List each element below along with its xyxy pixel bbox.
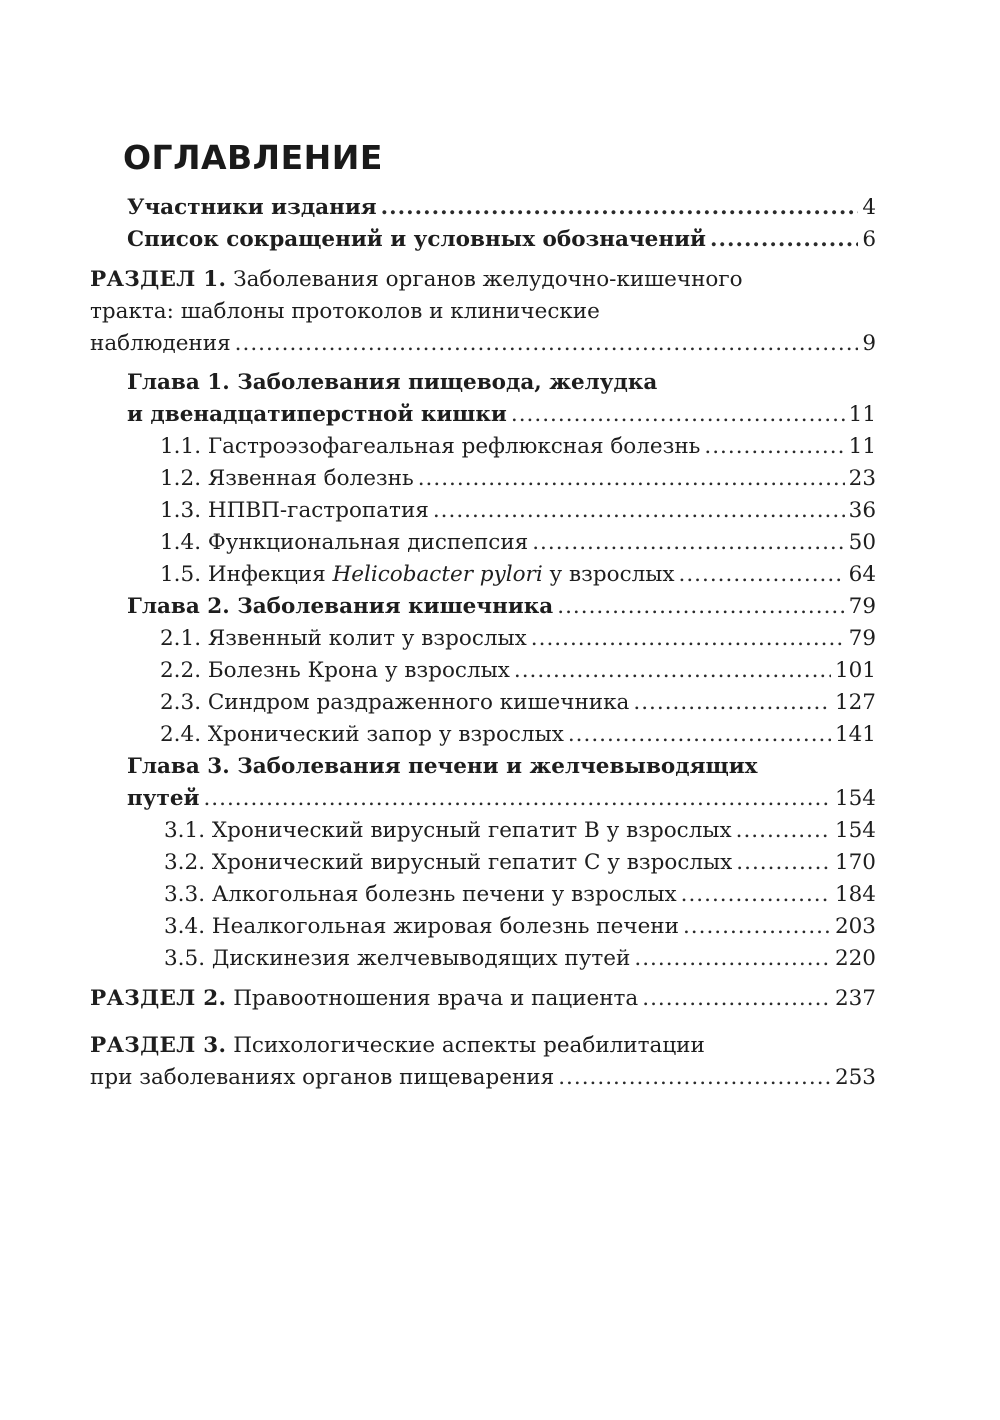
dot-leader — [511, 399, 845, 431]
section1-heading-line1[interactable] — [90, 264, 743, 296]
entry-page: 253 — [834, 1065, 876, 1090]
section1-title-line2: тракта: шаблоны протоколов и клинические — [90, 299, 600, 324]
entry-label: 2.4. Хронический запор у взрослых — [160, 722, 564, 747]
dot-leader — [514, 655, 831, 687]
toc-entry-section3[interactable] — [90, 1062, 876, 1094]
dot-leader — [633, 687, 831, 719]
entry-page: 101 — [834, 658, 876, 683]
toc-entry-chapter2[interactable] — [127, 591, 876, 623]
entry-page: 11 — [848, 402, 876, 427]
chapter1-title-line1: Глава 1. Заболевания пищевода, желудка — [127, 370, 658, 395]
dot-leader — [704, 431, 844, 463]
entry-label: 3.1. Хронический вирусный гепатит В у взрослых — [164, 818, 732, 843]
section1-title-line3: наблюдения — [90, 331, 231, 356]
entry-page: 154 — [834, 786, 876, 811]
toc-entry-1-4[interactable] — [160, 527, 876, 559]
entry-page: 184 — [834, 882, 876, 907]
dot-leader — [557, 591, 844, 623]
entry-label: 1.1. Гастроэзофагеальная рефлюксная болезнь — [160, 434, 701, 459]
entry-label: Список сокращений и условных обозначений — [127, 227, 706, 252]
entry-page: 237 — [834, 986, 876, 1011]
entry-page: 11 — [848, 434, 876, 459]
toc-entry-2-4[interactable] — [160, 719, 876, 751]
entry-label: 1.4. Функциональная диспепсия — [160, 530, 529, 555]
dot-leader — [433, 495, 845, 527]
dot-leader — [235, 328, 859, 360]
entry-label: 1.3. НПВП-гастропатия — [160, 498, 429, 523]
chapter2-title: Глава 2. Заболевания кишечника — [127, 594, 554, 619]
toc-entry-2-1[interactable] — [160, 623, 876, 655]
entry-page: 50 — [848, 530, 876, 555]
chapter3-title-line2: путей — [127, 786, 200, 811]
dot-leader — [683, 911, 831, 943]
entry-page: 79 — [848, 594, 876, 619]
dot-leader — [736, 815, 831, 847]
entry-page: 220 — [834, 946, 876, 971]
entry-page: 9 — [862, 331, 876, 356]
section2-title: Правоотношения врача и пациента — [233, 986, 639, 1011]
entry-page: 127 — [834, 690, 876, 715]
dot-leader — [679, 559, 845, 591]
entry-label: 2.2. Болезнь Крона у взрослых — [160, 658, 510, 683]
entry-label-prefix: 1.5. Инфекция — [160, 562, 326, 587]
dot-leader — [710, 224, 858, 256]
entry-label: 1.2. Язвенная болезнь — [160, 466, 414, 491]
dot-leader — [203, 783, 831, 815]
dot-leader — [634, 943, 831, 975]
entry-page: 203 — [834, 914, 876, 939]
entry-page: 36 — [848, 498, 876, 523]
section3-title-line2: при заболеваниях органов пищеварения — [90, 1065, 555, 1090]
section1-label: РАЗДЕЛ 1. — [90, 267, 227, 292]
toc-entry-section1[interactable] — [90, 328, 876, 360]
entry-label: 2.3. Синдром раздраженного кишечника — [160, 690, 630, 715]
toc-entry-section2[interactable] — [90, 983, 876, 1015]
dot-leader — [642, 983, 831, 1015]
entry-label: 2.1. Язвенный колит у взрослых — [160, 626, 527, 651]
entry-label: 3.2. Хронический вирусный гепатит С у взрослых — [164, 850, 733, 875]
toc-entry-2-3[interactable] — [160, 687, 876, 719]
chapter3-title-line1: Глава 3. Заболевания печени и желчевыводящих — [127, 754, 758, 779]
chapter1-heading-line1[interactable] — [127, 367, 657, 399]
page-title: ОГЛАВЛЕНИЕ — [123, 138, 383, 177]
dot-leader — [381, 192, 859, 224]
entry-label-suffix: у взрослых — [549, 562, 675, 587]
dot-leader — [736, 847, 831, 879]
toc-entry-3-1[interactable] — [164, 815, 876, 847]
entry-page: 79 — [848, 626, 876, 651]
section2-label: РАЗДЕЛ 2. — [90, 986, 227, 1011]
entry-label: 3.3. Алкогольная болезнь печени у взрослых — [164, 882, 677, 907]
toc-entry-1-3[interactable] — [160, 495, 876, 527]
dot-leader — [568, 719, 831, 751]
entry-page: 141 — [834, 722, 876, 747]
toc-entry-3-4[interactable] — [164, 911, 876, 943]
section3-label: РАЗДЕЛ 3. — [90, 1033, 227, 1058]
entry-label: Участники издания — [127, 195, 377, 220]
toc-entry-3-3[interactable] — [164, 879, 876, 911]
toc-entry-contributors[interactable] — [127, 192, 876, 224]
entry-label-latin: Helicobacter pylori — [332, 562, 543, 587]
chapter3-heading-line1[interactable] — [127, 751, 758, 783]
dot-leader — [418, 463, 845, 495]
dot-leader — [558, 1062, 831, 1094]
entry-page: 4 — [862, 195, 876, 220]
section1-title-line1: Заболевания органов желудочно-кишечного — [233, 267, 743, 292]
toc-entry-3-2[interactable] — [164, 847, 876, 879]
toc-entry-2-2[interactable] — [160, 655, 876, 687]
toc-entry-1-1[interactable] — [160, 431, 876, 463]
section3-title-line1: Психологические аспекты реабилитации — [233, 1033, 705, 1058]
toc-entry-chapter3[interactable] — [127, 783, 876, 815]
entry-page: 170 — [834, 850, 876, 875]
entry-page: 64 — [848, 562, 876, 587]
entry-page: 6 — [862, 227, 876, 252]
entry-label: 3.5. Дискинезия желчевыводящих путей — [164, 946, 631, 971]
dot-leader — [681, 879, 831, 911]
toc-entry-3-5[interactable] — [164, 943, 876, 975]
dot-leader — [531, 623, 845, 655]
toc-entry-abbreviations[interactable] — [127, 224, 876, 256]
entry-page: 154 — [834, 818, 876, 843]
section1-heading-line2[interactable] — [90, 296, 600, 328]
section3-heading-line1[interactable] — [90, 1030, 705, 1062]
toc-entry-chapter1[interactable] — [127, 399, 876, 431]
toc-entry-1-2[interactable] — [160, 463, 876, 495]
dot-leader — [532, 527, 844, 559]
toc-entry-1-5[interactable] — [160, 559, 876, 591]
chapter1-title-line2: и двенадцатиперстной кишки — [127, 402, 507, 427]
entry-label: 3.4. Неалкогольная жировая болезнь печени — [164, 914, 679, 939]
entry-page: 23 — [848, 466, 876, 491]
